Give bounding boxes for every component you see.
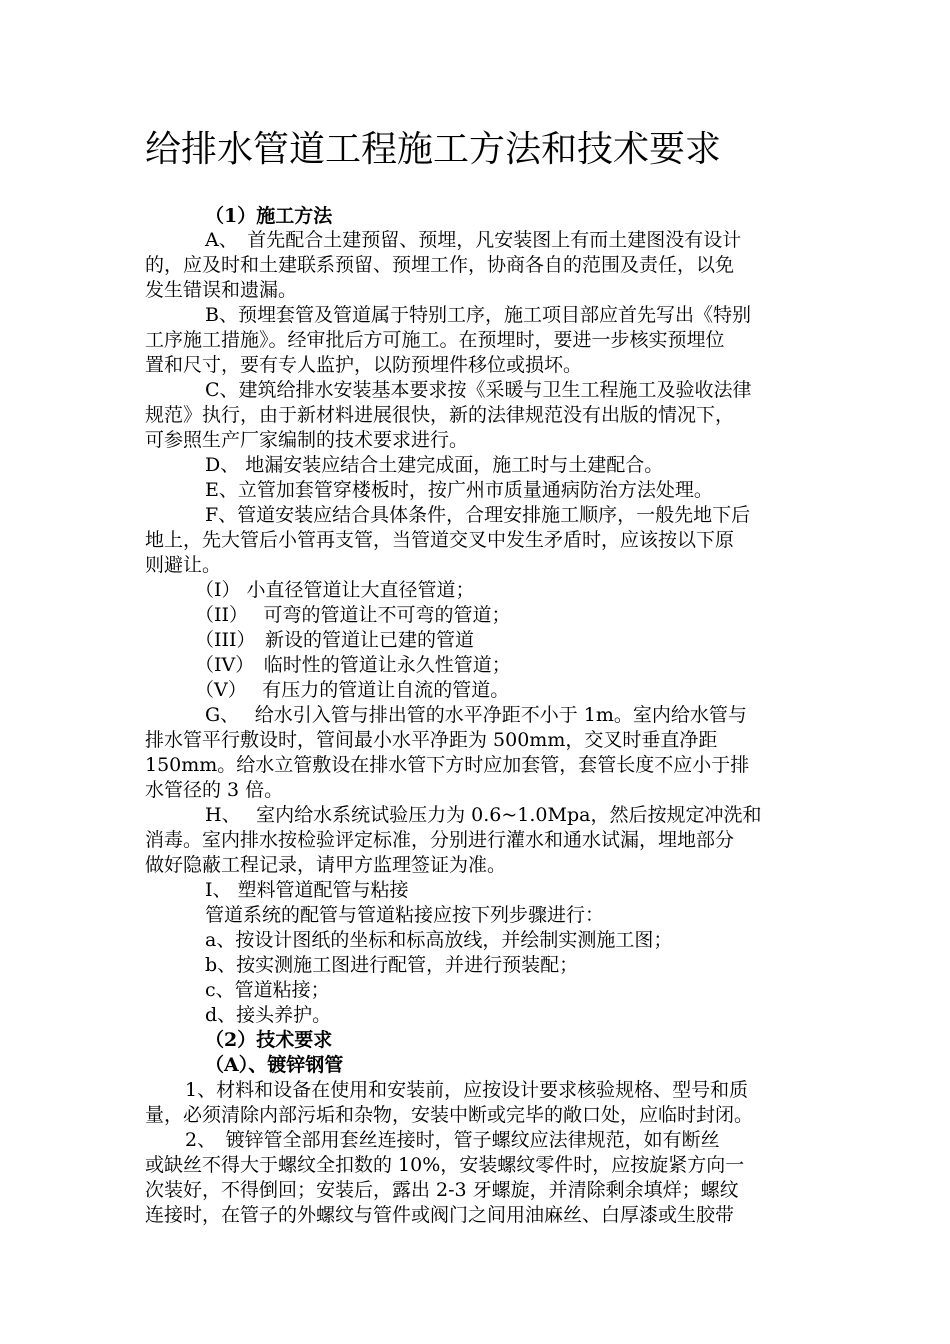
paragraph-line: 的，应及时和土建联系预留、预埋工作，协商各自的范围及责任，以免	[145, 254, 735, 276]
paragraph-line: 排水管平行敷设时，管间最小水平净距为 500mm，交叉时垂直净距	[145, 729, 718, 751]
paragraph-line: 可参照生产厂家编制的技术要求进行。	[145, 429, 469, 451]
paragraph-line: （I） 小直径管道让大直径管道；	[195, 579, 475, 601]
paragraph-line: 水管径的 3 倍。	[145, 779, 284, 801]
paragraph-line: （II） 可弯的管道让不可弯的管道；	[195, 604, 511, 626]
paragraph-line: 量，必须清除内部污垢和杂物，安装中断或完毕的敞口处，应临时封闭。	[145, 1104, 754, 1126]
section-heading: （A）、镀锌钢管	[205, 1054, 344, 1076]
paragraph-line: 1、材料和设备在使用和安装前，应按设计要求核验规格、型号和质	[185, 1079, 749, 1101]
paragraph-line: B、预埋套管及管道属于特别工序，施工项目部应首先写出《特别	[205, 304, 751, 326]
paragraph-line: （IV） 临时性的管道让永久性管道；	[195, 654, 511, 676]
paragraph-line: 管道系统的配管与管道粘接应按下列步骤进行：	[205, 904, 605, 926]
paragraph-line: 做好隐蔽工程记录，请甲方监理签证为准。	[145, 854, 507, 876]
document-title: 给排水管道工程施工方法和技术要求	[145, 129, 722, 170]
paragraph-line: 发生错误和遗漏。	[145, 279, 298, 301]
paragraph-line: H、 室内给水系统试验压力为 0.6~1.0Mpa，然后按规定冲洗和	[205, 804, 762, 826]
paragraph-line: E、立管加套管穿楼板时，按广州市质量通病防治方法处理。	[205, 479, 713, 501]
paragraph-line: 连接时，在管子的外螺纹与管件或阀门之间用油麻丝、白厚漆或生胶带	[145, 1204, 735, 1226]
paragraph-line: d、接头养护。	[205, 1004, 332, 1026]
paragraph-line: G、 给水引入管与排出管的水平净距不小于 1m。室内给水管与	[205, 704, 747, 726]
paragraph-line: 次装好，不得倒回；安装后，露出 2-3 牙螺旋，并清除剩余填烊；螺纹	[145, 1179, 739, 1201]
paragraph-line: C、建筑给排水安装基本要求按《采暖与卫生工程施工及验收法律	[205, 379, 752, 401]
paragraph-line: F、管道安装应结合具体条件，合理安排施工顺序，一般先地下后	[205, 504, 751, 526]
paragraph-line: 地上，先大管后小管再支管，当管道交叉中发生矛盾时，应该按以下原	[145, 529, 735, 551]
paragraph-line: I、 塑料管道配管与粘接	[205, 879, 409, 901]
paragraph-line: 或缺丝不得大于螺纹全扣数的 10%，安装螺纹零件时，应按旋紧方向一	[145, 1154, 745, 1176]
paragraph-line: c、管道粘接；	[205, 979, 330, 1001]
paragraph-line: 规范》执行，由于新材料进展很快，新的法律规范没有出版的情况下，	[145, 404, 735, 426]
paragraph-line: 则避让。	[145, 554, 222, 576]
paragraph-line: a、按设计图纸的坐标和标高放线，并绘制实测施工图；	[205, 929, 673, 951]
paragraph-line: 消毒。室内排水按检验评定标准，分别进行灌水和通水试漏，埋地部分	[145, 829, 735, 851]
paragraph-line: 工序施工措施》。经审批后方可施工。在预埋时，要进一步核实预埋位	[145, 329, 725, 351]
paragraph-line: （V） 有压力的管道让自流的管道。	[195, 679, 510, 701]
paragraph-line: A、 首先配合土建预留、预埋，凡安装图上有而土建图没有设计	[205, 229, 742, 251]
paragraph-line: b、按实测施工图进行配管，并进行预装配；	[205, 954, 579, 976]
section-heading: （2）技术要求	[205, 1029, 333, 1051]
paragraph-line: D、 地漏安装应结合土建完成面，施工时与土建配合。	[205, 454, 664, 476]
paragraph-line: （III） 新设的管道让已建的管道	[195, 629, 475, 651]
paragraph-line: 150mm。给水立管敷设在排水管下方时应加套管，套管长度不应小于排	[145, 754, 750, 776]
paragraph-line: 置和尺寸，要有专人监护，以防预埋件移位或损坏。	[145, 354, 583, 376]
section-heading: （1）施工方法	[205, 205, 333, 227]
paragraph-line: 2、 镀锌管全部用套丝连接时，管子螺纹应法律规范，如有断丝	[185, 1129, 720, 1151]
